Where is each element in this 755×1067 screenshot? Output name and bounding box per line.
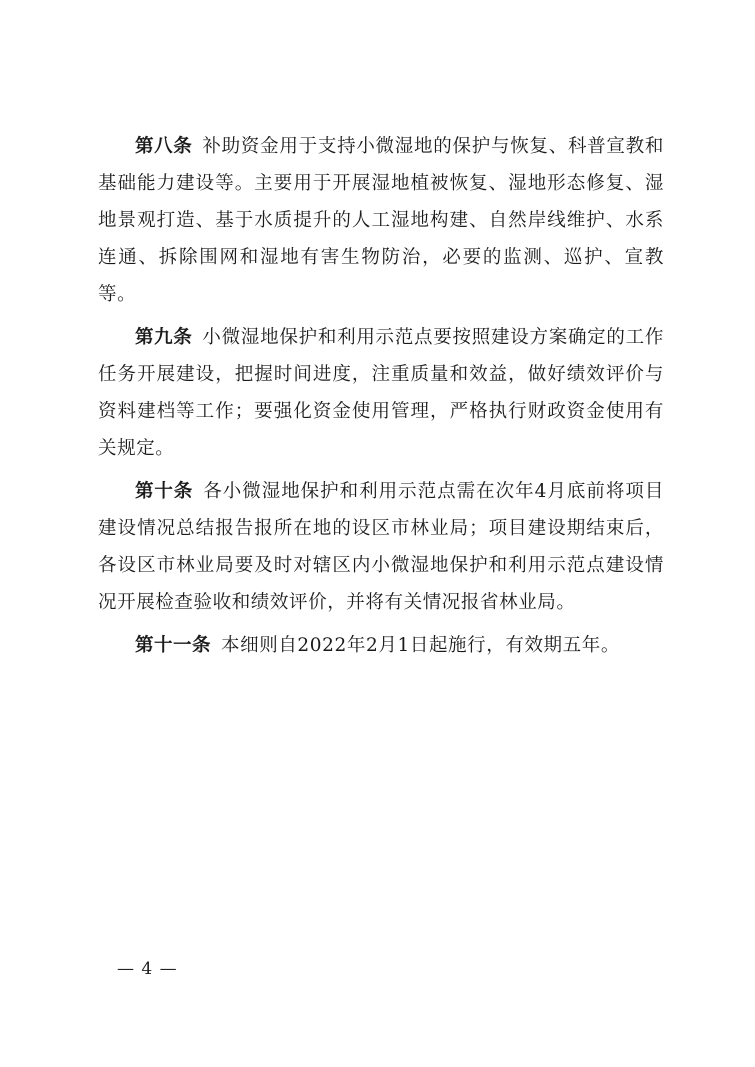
article-9 <box>98 319 664 467</box>
article-text: 各小微湿地保护和利用示范点需在次年4月底前将项目建设情况总结报告报所在地的设区市林业局；项目建设期结束后，各设区市林业局要及时对辖区内小微湿地保护和利用示范点建设情况开展检查验收和绩效评价，并将有关情况报省林业局。 <box>98 481 664 613</box>
article-text: 补助资金用于支持小微湿地的保护与恢复、科普宣教和基础能力建设等。主要用于开展湿地植被恢复、湿地形态修复、湿地景观打造、基于水质提升的人工湿地构建、自然岸线维护、水系连通、拆除围网和湿地有害生物防治，必要的监测、巡护、宣教等。 <box>98 136 664 305</box>
article-heading: 第十一条 <box>135 635 212 656</box>
page-number: — 4 — <box>117 959 178 979</box>
article-text: 本细则自2022年2月1日起施行，有效期五年。 <box>221 635 620 656</box>
article-heading: 第八条 <box>135 136 193 157</box>
article-11 <box>98 627 664 664</box>
article-heading: 第九条 <box>135 327 193 348</box>
article-8 <box>98 128 664 313</box>
article-10 <box>98 473 664 621</box>
article-text: 小微湿地保护和利用示范点要按照建设方案确定的工作任务开展建设，把握时间进度，注重质量和效益，做好绩效评价与资料建档等工作；要强化资金使用管理，严格执行财政资金使用有关规定。 <box>98 327 664 459</box>
article-heading: 第十条 <box>135 481 194 502</box>
document-body <box>98 128 664 670</box>
